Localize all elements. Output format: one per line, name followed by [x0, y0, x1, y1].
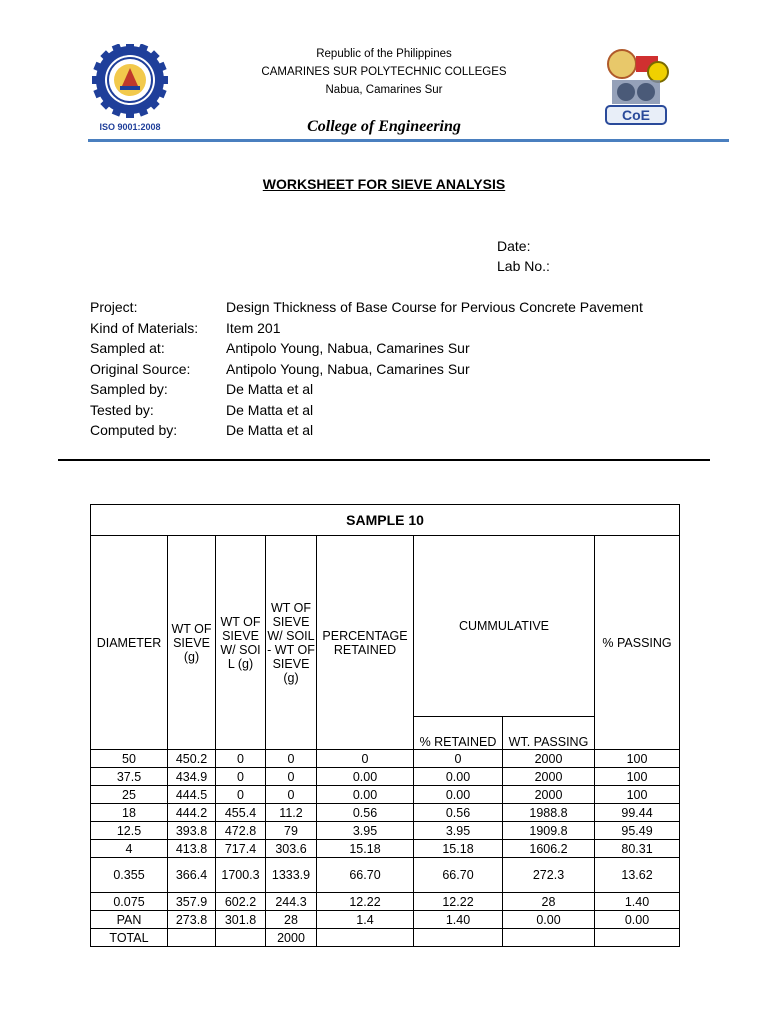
table-cell: 2000: [503, 750, 595, 768]
date-label: Date:: [497, 238, 531, 254]
table-cell: 717.4: [216, 840, 266, 858]
table-cell: 80.31: [595, 840, 680, 858]
computed-by-value: De Matta et al: [226, 422, 314, 438]
table-cell: 444.2: [168, 804, 216, 822]
project-value: Design Thickness of Base Course for Pervious Concrete Pavement: [226, 299, 643, 315]
total-label: TOTAL: [91, 929, 168, 947]
table-cell: 357.9: [168, 893, 216, 911]
table-cell: 79: [266, 822, 317, 840]
lab-no-label: Lab No.:: [497, 258, 550, 274]
table-cell: [414, 929, 503, 947]
table-cell: 2000: [503, 768, 595, 786]
table-cell: 0.00: [503, 911, 595, 929]
table-cell: 450.2: [168, 750, 216, 768]
table-cell: 12.22: [414, 893, 503, 911]
materials-label: Kind of Materials:: [90, 320, 199, 336]
table-cell: 11.2: [266, 804, 317, 822]
table-cell: 0: [266, 786, 317, 804]
table-cell: 1.4: [317, 911, 414, 929]
table-cell: 301.8: [216, 911, 266, 929]
computed-by-label: Computed by:: [90, 422, 178, 438]
table-cell: 4: [91, 840, 168, 858]
table-cell: 1.40: [414, 911, 503, 929]
project-label: Project:: [90, 299, 138, 315]
table-cell: 0.00: [595, 911, 680, 929]
table-cell: 455.4: [216, 804, 266, 822]
coe-logo-text: CoE: [622, 107, 650, 123]
header-school: CAMARINES SUR POLYTECHNIC COLLEGES: [261, 66, 507, 78]
tested-by-label: Tested by:: [90, 402, 154, 418]
table-cell: 0.00: [414, 768, 503, 786]
table-cell: 12.5: [91, 822, 168, 840]
table-cell: 15.18: [414, 840, 503, 858]
materials-value: Item 201: [226, 320, 281, 336]
coe-logo: [602, 46, 674, 128]
table-cell: 100: [595, 786, 680, 804]
total-wt-soil: 2000: [266, 929, 317, 947]
table-cell: 602.2: [216, 893, 266, 911]
table-cell: 303.6: [266, 840, 317, 858]
table-row: [91, 911, 680, 929]
table-cell: 0.00: [317, 786, 414, 804]
table-cell: 66.70: [317, 858, 414, 893]
col-cum-pct-retained: % RETAINED: [414, 717, 503, 750]
table-cell: 100: [595, 768, 680, 786]
sampled-by-label: Sampled by:: [90, 381, 168, 397]
table-cell: PAN: [91, 911, 168, 929]
sampled-at-label: Sampled at:: [90, 340, 165, 356]
table-cell: 1606.2: [503, 840, 595, 858]
table-cell: 0: [414, 750, 503, 768]
table-cell: 0: [216, 750, 266, 768]
table-cell: 0: [266, 768, 317, 786]
sampled-by-value: De Matta et al: [226, 381, 314, 397]
data-rows: [91, 750, 680, 929]
table-cell: 1333.9: [266, 858, 317, 893]
col-pct-retained: PERCENTAGE RETAINED: [317, 536, 414, 750]
table-cell: 444.5: [168, 786, 216, 804]
table-cell: 3.95: [414, 822, 503, 840]
section-divider: [58, 459, 710, 461]
col-wt-soil: WT OF SIEVE W/ SOIL - WT OF SIEVE (g): [266, 536, 317, 750]
table-cell: 434.9: [168, 768, 216, 786]
table-cell: [595, 929, 680, 947]
table-cell: 366.4: [168, 858, 216, 893]
table-cell: 15.18: [317, 840, 414, 858]
table-cell: [216, 929, 266, 947]
header-republic: Republic of the Philippines: [316, 48, 452, 60]
table-cell: 2000: [503, 786, 595, 804]
table-cell: 1700.3: [216, 858, 266, 893]
col-diameter: DIAMETER: [91, 536, 168, 750]
cspc-logo: [92, 44, 168, 134]
table-cell: 1.40: [595, 893, 680, 911]
col-wt-sieve-soil: WT OF SIEVE W/ SOIL (g): [216, 536, 266, 750]
table-cell: 0: [266, 750, 317, 768]
table-cell: 273.8: [168, 911, 216, 929]
sample-title: SAMPLE 10: [91, 505, 680, 536]
table-cell: 0.355: [91, 858, 168, 893]
table-cell: 100: [595, 750, 680, 768]
table-cell: 13.62: [595, 858, 680, 893]
col-cumulative: CUMMULATIVE: [414, 536, 595, 717]
table-cell: 0.00: [414, 786, 503, 804]
table-cell: 12.22: [317, 893, 414, 911]
table-cell: 393.8: [168, 822, 216, 840]
table-cell: [168, 929, 216, 947]
sampled-at-value: Antipolo Young, Nabua, Camarines Sur: [226, 340, 470, 356]
col-wt-sieve: WT OF SIEVE (g): [168, 536, 216, 750]
table-cell: 1988.8: [503, 804, 595, 822]
table-cell: 0.075: [91, 893, 168, 911]
table-cell: 37.5: [91, 768, 168, 786]
table-cell: 95.49: [595, 822, 680, 840]
sieve-analysis-table: [90, 504, 680, 947]
college-name: College of Engineering: [307, 118, 461, 135]
table-cell: 472.8: [216, 822, 266, 840]
table-row: [91, 750, 680, 768]
source-label: Original Source:: [90, 361, 191, 377]
table-cell: 28: [266, 911, 317, 929]
table-cell: 0.56: [414, 804, 503, 822]
table-row: [91, 822, 680, 840]
table-row: [91, 768, 680, 786]
col-pct-passing: % PASSING: [595, 536, 680, 750]
iso-label: ISO 9001:2008: [99, 122, 161, 132]
table-row: [91, 858, 680, 893]
table-cell: 0: [216, 786, 266, 804]
table-cell: 66.70: [414, 858, 503, 893]
table-cell: 99.44: [595, 804, 680, 822]
table-cell: 413.8: [168, 840, 216, 858]
tested-by-value: De Matta et al: [226, 402, 314, 418]
table-cell: [317, 929, 414, 947]
table-cell: [503, 929, 595, 947]
table-row: [91, 786, 680, 804]
table-cell: 0: [216, 768, 266, 786]
table-cell: 244.3: [266, 893, 317, 911]
source-value: Antipolo Young, Nabua, Camarines Sur: [226, 361, 470, 377]
table-cell: 25: [91, 786, 168, 804]
table-row: [91, 804, 680, 822]
table-cell: 0.00: [317, 768, 414, 786]
col-cum-wt-passing: WT. PASSING: [503, 717, 595, 750]
header-address: Nabua, Camarines Sur: [325, 84, 443, 96]
worksheet-title: WORKSHEET FOR SIEVE ANALYSIS: [262, 176, 506, 192]
table-cell: 3.95: [317, 822, 414, 840]
table-cell: 28: [503, 893, 595, 911]
table-row: [91, 840, 680, 858]
header-divider: [88, 139, 729, 142]
table-cell: 0: [317, 750, 414, 768]
table-cell: 272.3: [503, 858, 595, 893]
table-cell: 0.56: [317, 804, 414, 822]
table-cell: 18: [91, 804, 168, 822]
table-cell: 50: [91, 750, 168, 768]
table-cell: 1909.8: [503, 822, 595, 840]
table-row: [91, 893, 680, 911]
